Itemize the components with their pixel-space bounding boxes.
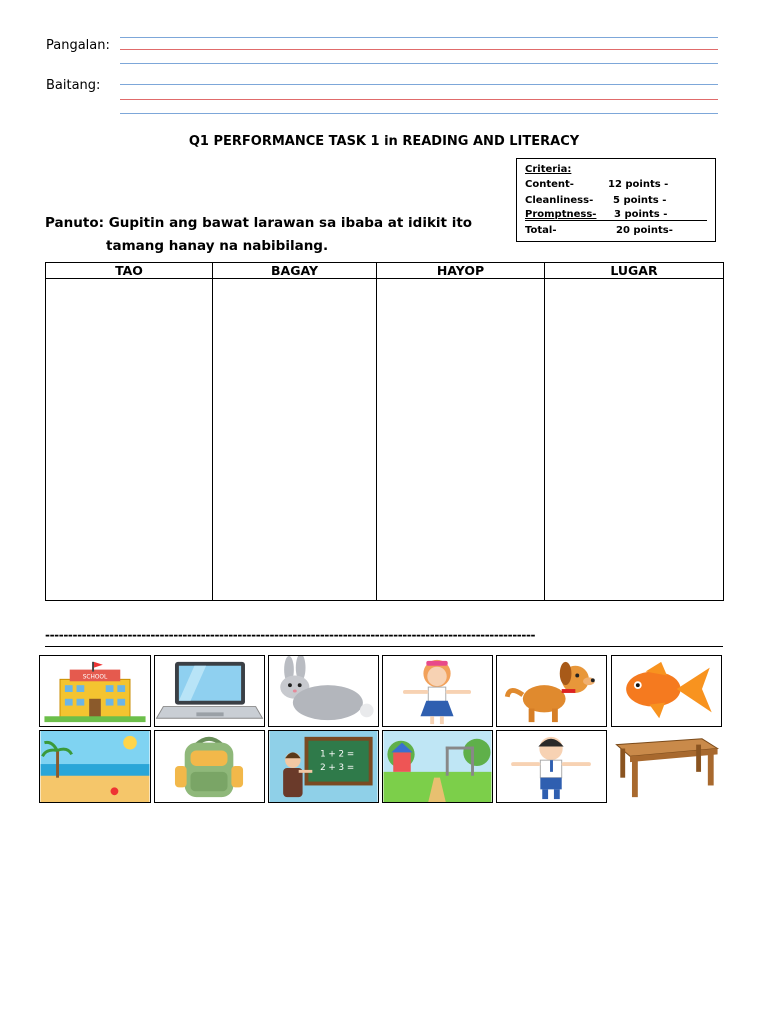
card-table[interactable] <box>611 730 722 803</box>
paste-area-lugar[interactable] <box>545 279 724 601</box>
card-teacher[interactable] <box>268 730 379 803</box>
card-park[interactable] <box>382 730 493 803</box>
card-girl[interactable] <box>382 655 493 727</box>
criteria-total-value: 20 points- <box>616 225 673 236</box>
column-header-lugar: LUGAR <box>545 263 724 279</box>
grade-label: Baitang: <box>46 78 101 93</box>
board-line-1: 1 + 2 = <box>320 749 355 760</box>
column-header-hayop: HAYOP <box>377 263 545 279</box>
instructions-line-2: tamang hanay na nabibilang. <box>106 238 329 254</box>
criteria-divider <box>525 220 707 221</box>
column-header-tao: TAO <box>46 263 213 279</box>
card-beach[interactable] <box>39 730 151 803</box>
grade-line-middle <box>120 99 718 100</box>
rabbit-icon <box>269 656 378 726</box>
teacher-icon <box>269 731 378 802</box>
card-dog[interactable] <box>496 655 607 727</box>
card-laptop[interactable] <box>154 655 265 727</box>
card-boy[interactable] <box>496 730 607 803</box>
criteria-promptness-value: 3 points - <box>614 209 668 220</box>
school-sign-text: SCHOOL <box>82 674 108 681</box>
name-label: Pangalan: <box>46 38 110 53</box>
cut-line-rule <box>45 646 723 647</box>
dog-icon <box>497 656 606 726</box>
girl-icon <box>383 656 492 726</box>
paste-area-bagay[interactable] <box>213 279 377 601</box>
criteria-promptness-label: Promptness- <box>525 209 597 220</box>
instructions-line-1: Panuto: Gupitin ang bawat larawan sa ibaba at idikit ito <box>45 215 473 231</box>
grade-line-bottom <box>120 113 718 114</box>
grade-line-top <box>120 84 718 85</box>
sorting-table <box>45 262 724 601</box>
criteria-total-label: Total- <box>525 225 557 236</box>
criteria-cleanliness-label: Cleanliness- <box>525 195 594 206</box>
table-icon <box>612 731 721 802</box>
name-line-bottom <box>120 63 718 64</box>
criteria-content-label: Content- <box>525 179 574 190</box>
column-header-bagay: BAGAY <box>213 263 377 279</box>
name-line-top <box>120 37 718 38</box>
school-icon <box>40 656 150 726</box>
cut-line: ----------------------------------------------------------------------------------------------------------- <box>45 628 536 642</box>
board-line-2: 2 + 3 = <box>320 762 355 773</box>
name-line-middle <box>120 49 718 50</box>
card-school[interactable] <box>39 655 151 727</box>
park-icon <box>383 731 492 802</box>
criteria-cleanliness-value: 5 points - <box>613 195 667 206</box>
laptop-icon <box>155 656 264 726</box>
criteria-box <box>516 158 716 242</box>
criteria-content-value: 12 points - <box>608 179 669 190</box>
beach-icon <box>40 731 150 802</box>
card-rabbit[interactable] <box>268 655 379 727</box>
goldfish-icon <box>612 656 721 726</box>
paste-area-hayop[interactable] <box>377 279 545 601</box>
page-title: Q1 PERFORMANCE TASK 1 in READING AND LITERACY <box>188 134 580 149</box>
backpack-icon <box>155 731 264 802</box>
card-backpack[interactable] <box>154 730 265 803</box>
card-goldfish[interactable] <box>611 655 722 727</box>
criteria-heading: Criteria: <box>525 164 572 175</box>
paste-area-tao[interactable] <box>46 279 213 601</box>
boy-icon <box>497 731 606 802</box>
